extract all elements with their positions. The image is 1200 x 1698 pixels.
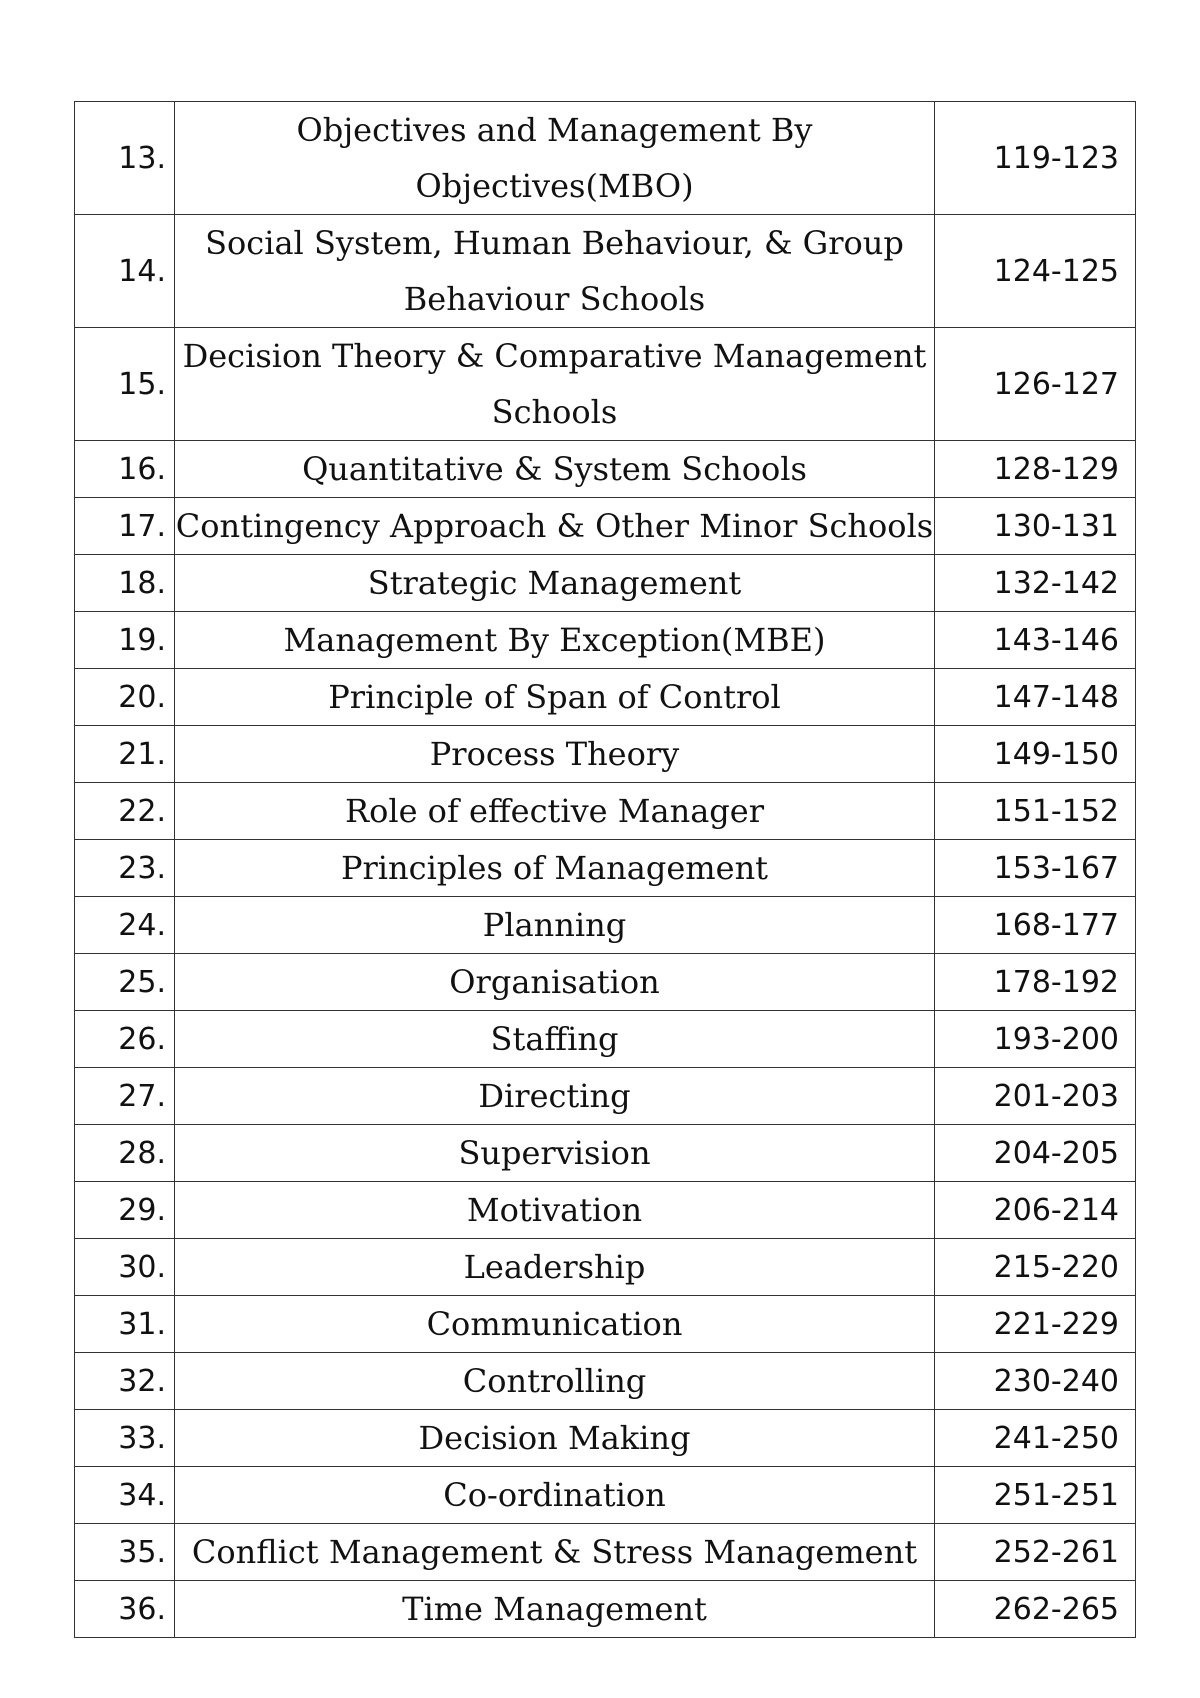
chapter-number: 29. [75,1182,175,1239]
chapter-number: 30. [75,1239,175,1296]
chapter-number: 27. [75,1068,175,1125]
contents-table [74,101,1136,1638]
table-row [75,1011,1136,1068]
table-row [75,328,1136,441]
table-row [75,1239,1136,1296]
chapter-number: 20. [75,669,175,726]
chapter-title: Controlling [175,1353,935,1410]
chapter-number: 34. [75,1467,175,1524]
chapter-title: Objectives and Management By Objectives(MBO) [175,102,935,215]
chapter-title: Organisation [175,954,935,1011]
table-row [75,1068,1136,1125]
table-row [75,1524,1136,1581]
chapter-number: 23. [75,840,175,897]
page-range: 151-152 [935,783,1136,840]
table-row [75,726,1136,783]
chapter-number: 24. [75,897,175,954]
table-row [75,669,1136,726]
page-range: 251-251 [935,1467,1136,1524]
chapter-title: Principle of Span of Control [175,669,935,726]
chapter-number: 14. [75,215,175,328]
chapter-number: 36. [75,1581,175,1638]
table-row [75,1410,1136,1467]
chapter-number: 28. [75,1125,175,1182]
table-row [75,215,1136,328]
page-range: 130-131 [935,498,1136,555]
chapter-title: Process Theory [175,726,935,783]
page-range: 149-150 [935,726,1136,783]
chapter-title: Role of effective Manager [175,783,935,840]
chapter-number: 16. [75,441,175,498]
chapter-title: Communication [175,1296,935,1353]
page-range: 252-261 [935,1524,1136,1581]
chapter-number: 31. [75,1296,175,1353]
table-row [75,1467,1136,1524]
chapter-title: Co-ordination [175,1467,935,1524]
contents-table-body [75,102,1136,1638]
chapter-title: Supervision [175,1125,935,1182]
chapter-number: 17. [75,498,175,555]
page-range: 262-265 [935,1581,1136,1638]
table-row [75,897,1136,954]
chapter-number: 35. [75,1524,175,1581]
chapter-number: 18. [75,555,175,612]
table-row [75,1296,1136,1353]
chapter-number: 26. [75,1011,175,1068]
table-row [75,1353,1136,1410]
table-row [75,840,1136,897]
chapter-number: 22. [75,783,175,840]
chapter-title: Decision Theory & Comparative Management Schools [175,328,935,441]
table-row [75,1182,1136,1239]
table-row [75,102,1136,215]
chapter-title: Directing [175,1068,935,1125]
page-range: 126-127 [935,328,1136,441]
chapter-number: 33. [75,1410,175,1467]
table-row [75,954,1136,1011]
page-range: 132-142 [935,555,1136,612]
chapter-title: Leadership [175,1239,935,1296]
page-range: 201-203 [935,1068,1136,1125]
chapter-title: Quantitative & System Schools [175,441,935,498]
page-range: 143-146 [935,612,1136,669]
chapter-number: 13. [75,102,175,215]
page-range: 230-240 [935,1353,1136,1410]
table-row [75,555,1136,612]
page-range: 215-220 [935,1239,1136,1296]
page-range: 204-205 [935,1125,1136,1182]
page-range: 221-229 [935,1296,1136,1353]
chapter-number: 19. [75,612,175,669]
chapter-title: Decision Making [175,1410,935,1467]
page-range: 206-214 [935,1182,1136,1239]
page-range: 119-123 [935,102,1136,215]
table-row [75,498,1136,555]
chapter-number: 21. [75,726,175,783]
chapter-title: Social System, Human Behaviour, & Group Behaviour Schools [175,215,935,328]
table-row [75,441,1136,498]
chapter-title: Planning [175,897,935,954]
chapter-title: Conflict Management & Stress Management [175,1524,935,1581]
chapter-number: 32. [75,1353,175,1410]
table-row [75,1581,1136,1638]
table-row [75,1125,1136,1182]
page-range: 193-200 [935,1011,1136,1068]
page-range: 128-129 [935,441,1136,498]
chapter-title: Motivation [175,1182,935,1239]
chapter-title: Contingency Approach & Other Minor Schools [175,498,935,555]
page-range: 124-125 [935,215,1136,328]
chapter-number: 25. [75,954,175,1011]
page-range: 241-250 [935,1410,1136,1467]
table-row [75,612,1136,669]
page-range: 168-177 [935,897,1136,954]
chapter-title: Strategic Management [175,555,935,612]
chapter-title: Principles of Management [175,840,935,897]
chapter-title: Staffing [175,1011,935,1068]
page-range: 178-192 [935,954,1136,1011]
chapter-number: 15. [75,328,175,441]
page-range: 147-148 [935,669,1136,726]
chapter-title: Management By Exception(MBE) [175,612,935,669]
chapter-title: Time Management [175,1581,935,1638]
page-range: 153-167 [935,840,1136,897]
table-row [75,783,1136,840]
